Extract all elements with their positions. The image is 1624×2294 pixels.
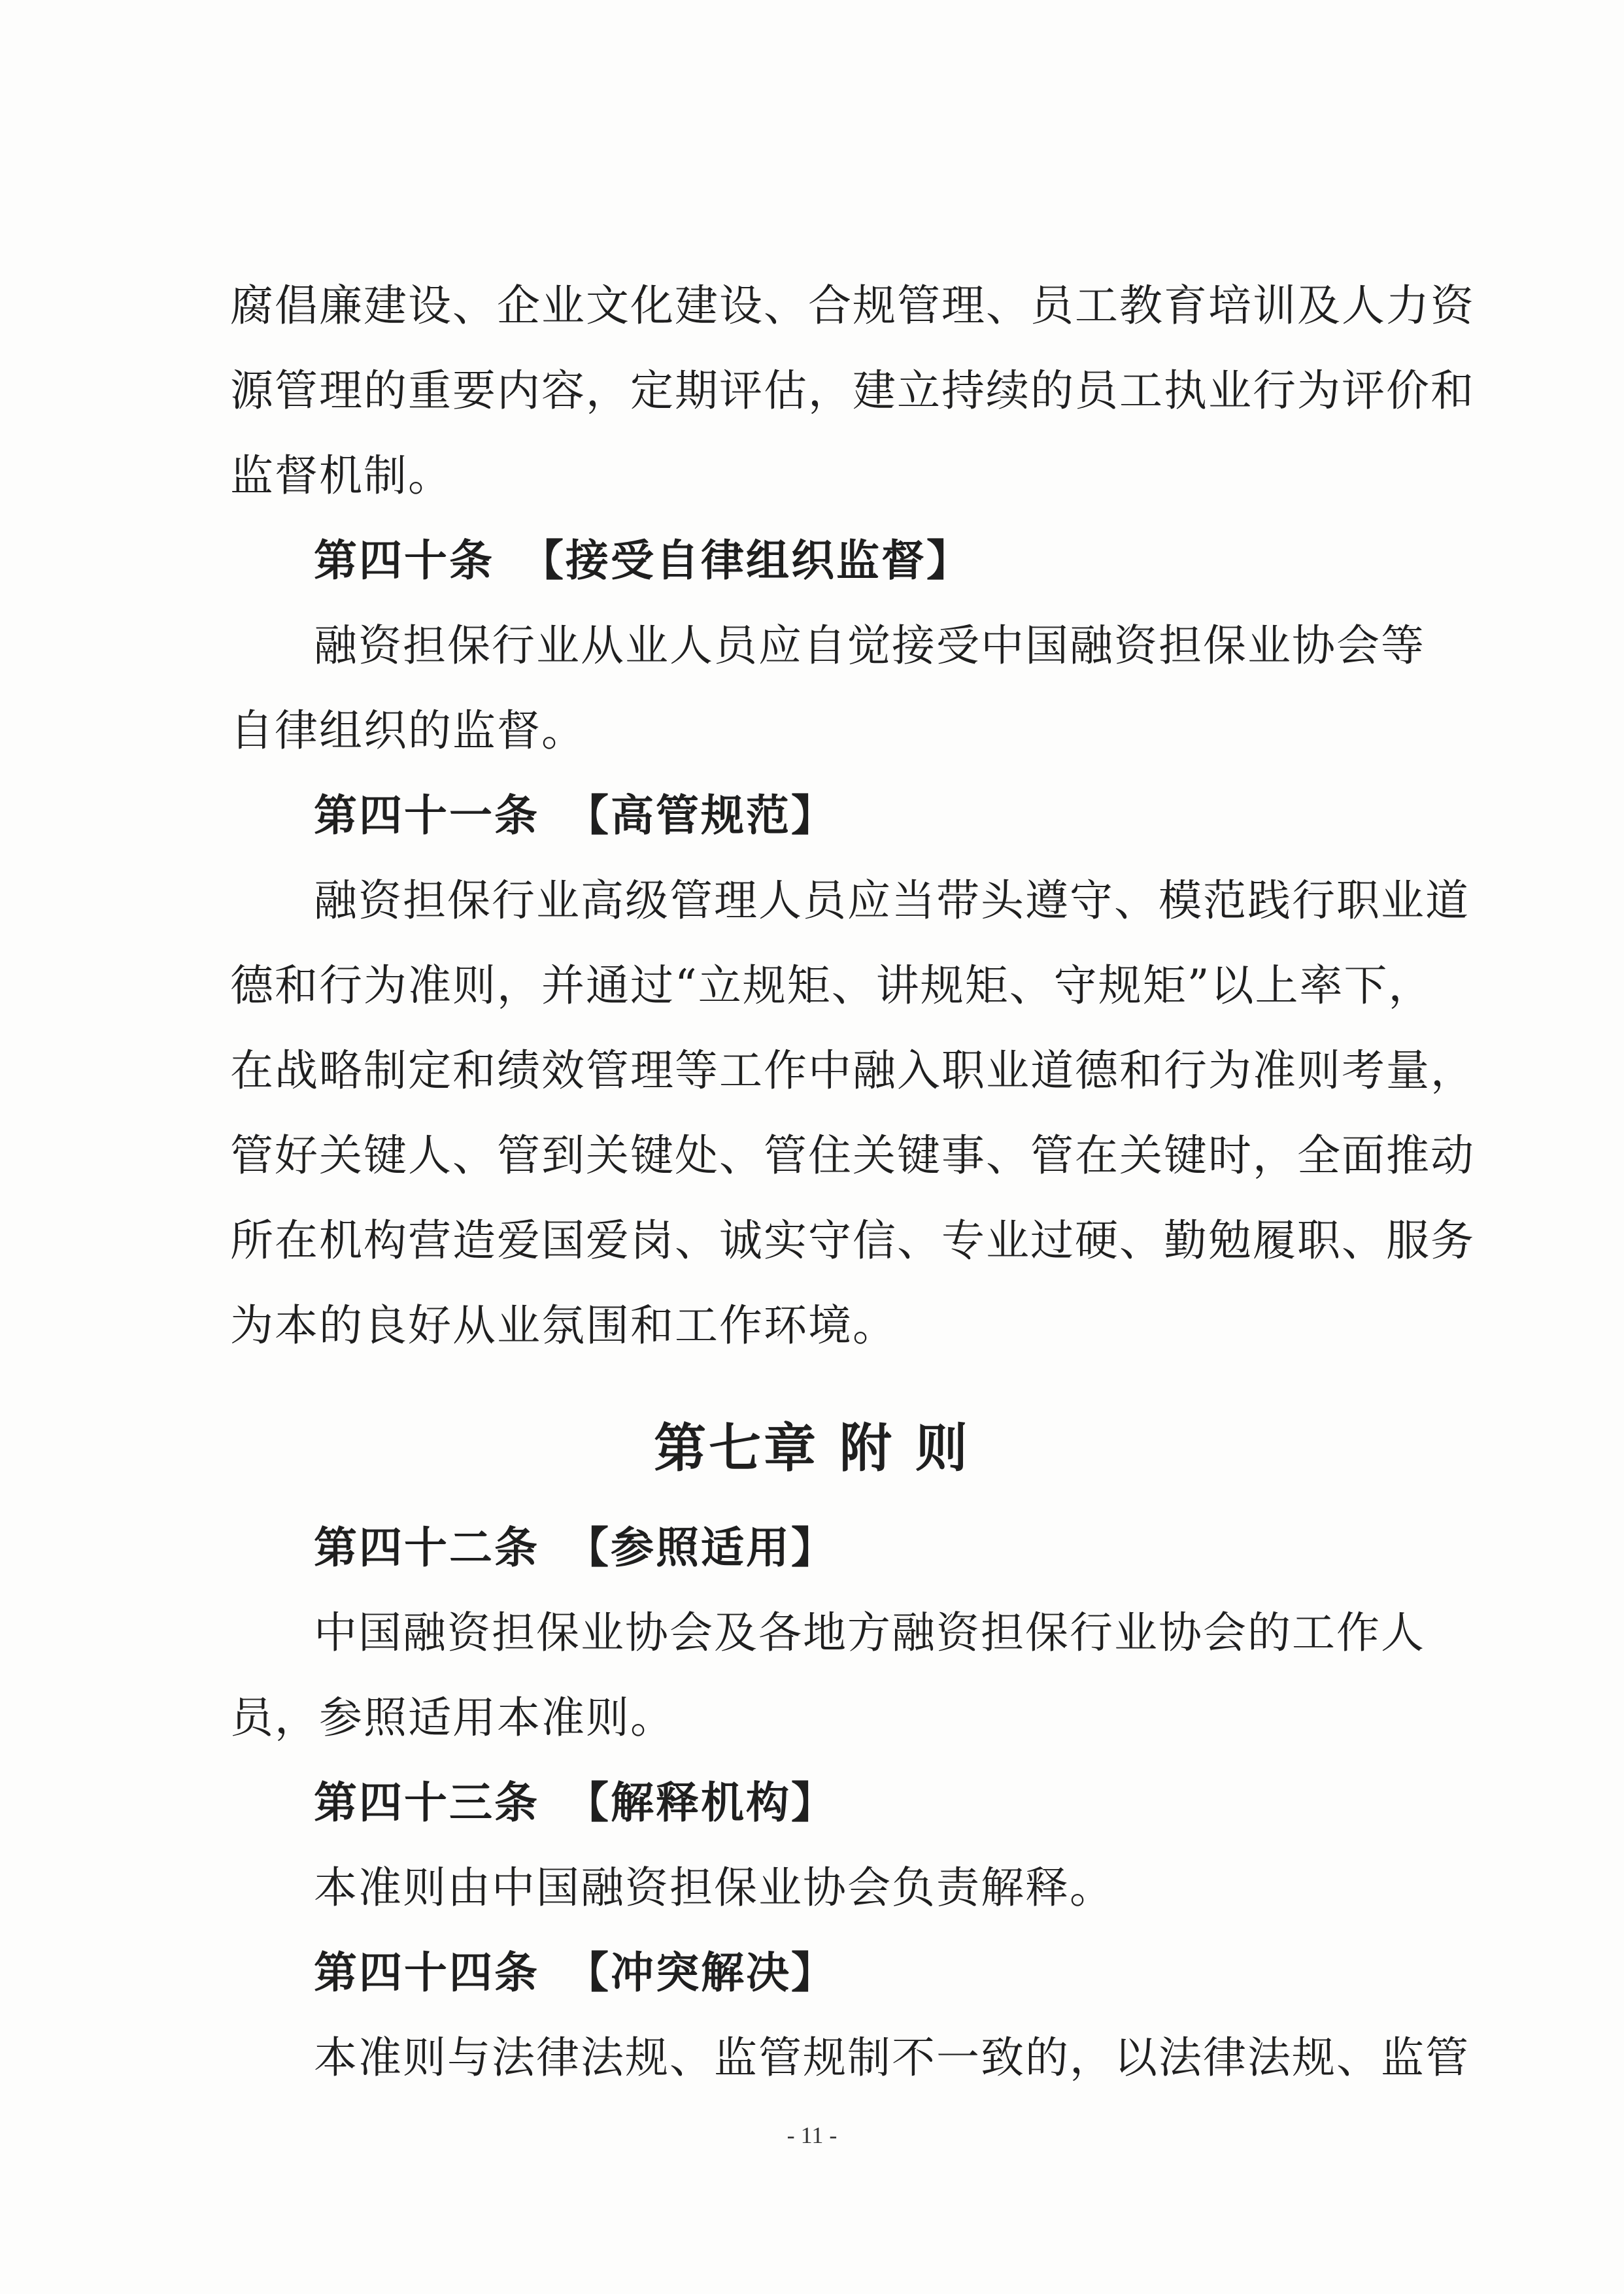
paragraph-line: 本准则与法律法规、监管规制不一致的，以法律法规、监管	[314, 2033, 1470, 2083]
paragraph-line: 腐倡廉建设、企业文化建设、合规管理、员工教育培训及人力资	[230, 280, 1475, 331]
paragraph-line: 德和行为准则，并通过“立规矩、讲规矩、守规矩”以上率下，	[230, 960, 1433, 1011]
article-number: 第四十三条	[314, 1778, 539, 1828]
paragraph-line: 融资担保行业从业人员应自觉接受中国融资担保业协会等	[314, 620, 1425, 671]
article-title: 【高管规范】	[566, 790, 836, 841]
paragraph-line: 中国融资担保业协会及各地方融资担保行业协会的工作人	[314, 1608, 1425, 1658]
paragraph-line: 为本的良好从业氛围和工作环境。	[230, 1300, 897, 1351]
article-title: 【解释机构】	[566, 1778, 836, 1828]
article-number: 第四十四条	[314, 1948, 539, 1998]
article-title: 【接受自律组织监督】	[520, 535, 972, 586]
paragraph-line: 监督机制。	[230, 450, 452, 501]
paragraph-line: 管好关键人、管到关键处、管住关键事、管在关键时，全面推动	[230, 1130, 1475, 1181]
article-41-heading	[314, 773, 1407, 858]
paragraph-line: 自律组织的监督。	[230, 705, 586, 756]
article-title: 【冲突解决】	[566, 1948, 836, 1998]
article-42-heading	[314, 1506, 1407, 1591]
paragraph-line: 源管理的重要内容，定期评估，建立持续的员工执业行为评价和	[230, 365, 1475, 416]
paragraph-line: 本准则由中国融资担保业协会负责解释。	[314, 1863, 1114, 1913]
article-number: 第四十二条	[314, 1523, 539, 1573]
paragraph-line: 所在机构营造爱国爱岗、诚实守信、专业过硬、勤勉履职、服务	[230, 1215, 1475, 1266]
chapter-title: 第七章 附 则	[654, 1417, 970, 1479]
paragraph-line: 员，参照适用本准则。	[230, 1693, 675, 1743]
article-40-heading	[314, 518, 1407, 603]
article-43-heading	[314, 1761, 1407, 1846]
paragraph-line: 融资担保行业高级管理人员应当带头遵守、模范践行职业道	[314, 875, 1470, 926]
article-number: 第四十条	[314, 535, 494, 586]
page-number: - 11 -	[787, 2122, 837, 2148]
paragraph-line: 在战略制定和绩效管理等工作中融入职业道德和行为准则考量，	[230, 1045, 1475, 1096]
article-title: 【参照适用】	[566, 1523, 836, 1573]
article-44-heading	[314, 1931, 1407, 2016]
article-number: 第四十一条	[314, 790, 539, 841]
